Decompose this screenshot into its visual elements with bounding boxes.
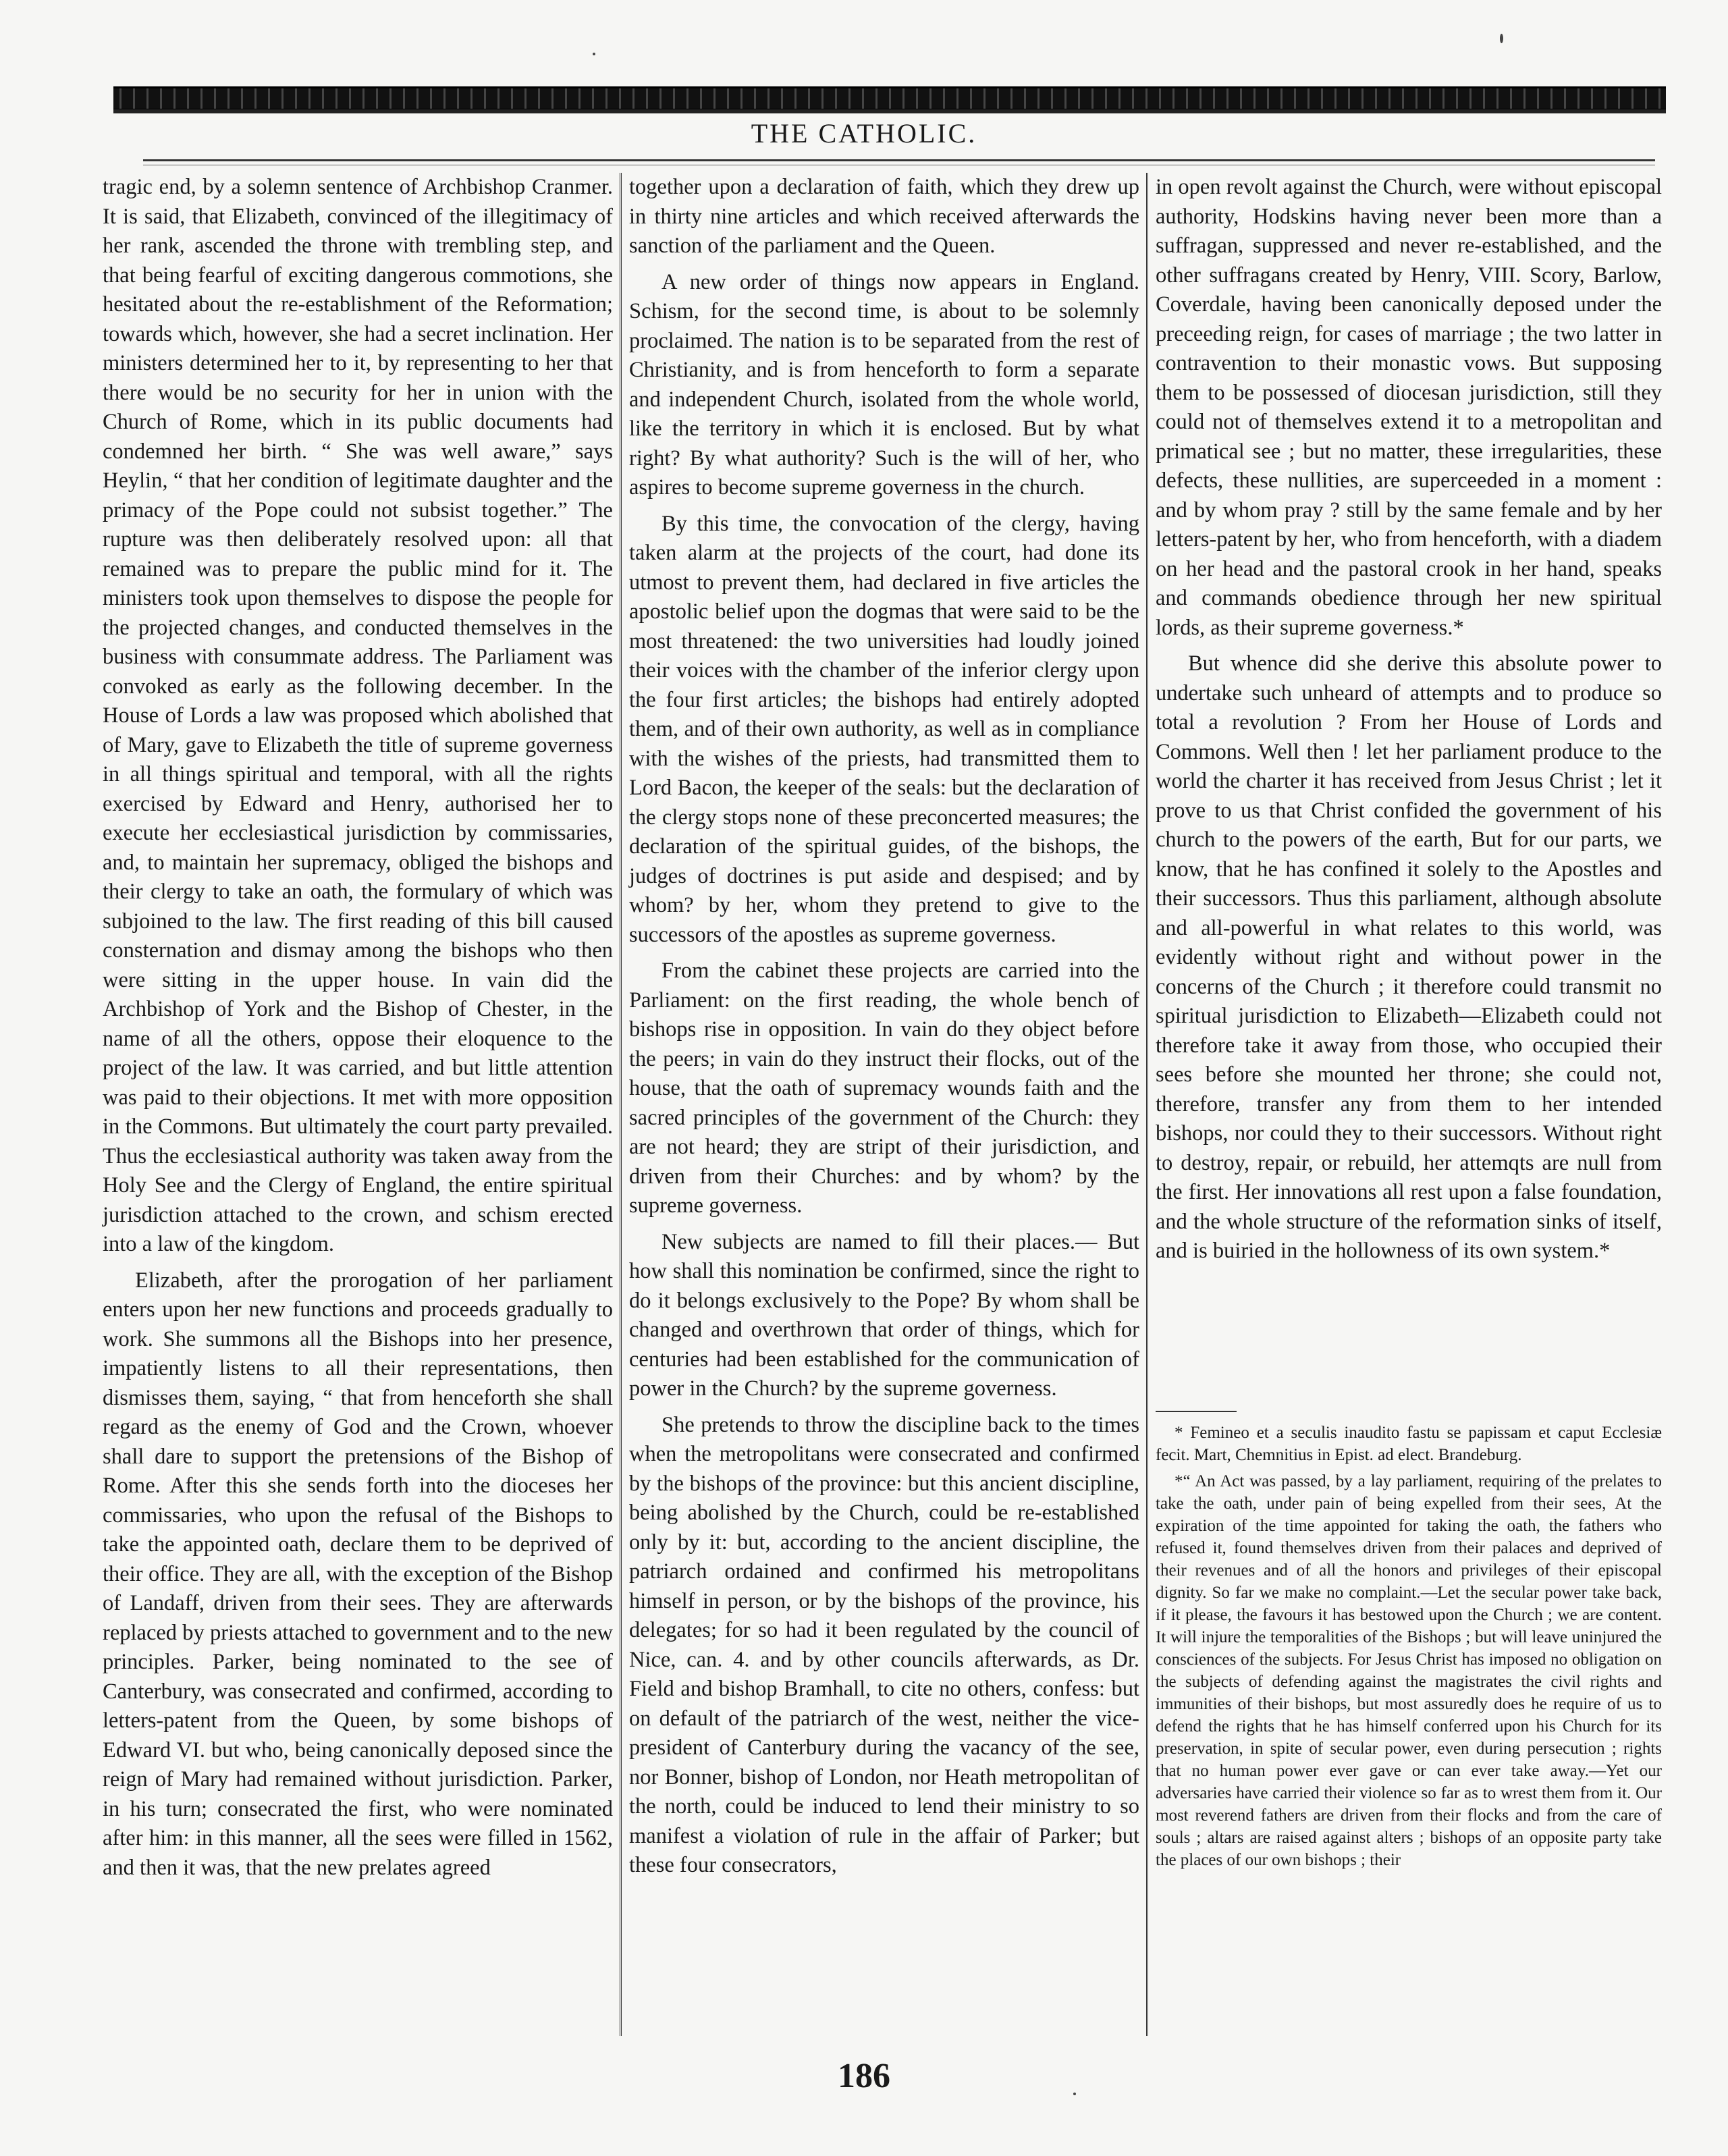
speck <box>593 53 595 55</box>
paragraph: together upon a declaration of faith, which they drew up in thirty nine articles and which received afterwards the sanction of the parliament and the Queen. <box>629 175 1139 258</box>
paragraph: She pretends to throw the discipline back to the times when the metropolitans were consecrated and confirmed by the bishops of the province: but this ancient discipline, being abolished by the Church, could be re-established only by it: but, according to the ancient discipline, the patriarch ordained and confirmed his metropolitans himself in person, or by the bishops of the province, his delegates; for so had it been regulated by the council of Nice, can. 4. and by other councils afterwards, as Dr. Field and bishop Bramhall, to cite no others, confess: but on default of the patriarch of the west, neither the vice-president of Canterbury during the vacancy of the see, nor Bonner, bishop of London, nor Heath metropolitan of the north, could be induced to lend their ministry to so manifest a violation of rule in the affair of Parker; but these four consecrators, <box>629 1412 1139 1877</box>
speck <box>1500 34 1503 43</box>
header-rule <box>143 159 1655 161</box>
running-title: THE CATHOLIC. <box>751 118 977 149</box>
column-divider <box>1146 173 1148 2036</box>
paragraph: Elizabeth, after the prorogation of her parliament enters upon her new functions and proceeds gradually to work. She summons all the Bishops into her presence, impatiently listens to all their representations, then dismisses them, saying, “ that from henceforth she shall regard as the enemy of God and the Crown, whoever shall dare to support the pretensions of the Bishop of Rome. After this she sends forth into the dioceses her commissaries, who upon the refusal of the Bishops to take the appointed oath, declare them to be deprived of their office. They are all, with the exception of the Bishop of Landaff, driven from their sees. They are afterwards replaced by priests attached to government and to the new principles. Parker, being nominated to the see of Canterbury, was consecrated and confirmed, according to letters-patent from the Queen, by some bishops of Edward VI. but who, being canonically deposed since the reign of Mary had remained without jurisdiction. Parker, in his turn; consecrated the first, who were nominated after him: in this manner, all the sees were filled in 1562, and then it was, that the new prelates agreed <box>103 1268 613 1880</box>
column-right <box>1156 173 1662 1273</box>
footnote: *“ An Act was passed, by a lay parliament, requiring of the prelates to take the oath, under pain of being expelled from their sees, At the expiration of the time appointed for taking the oath, the fathers who refused it, found themselves driven from their palaces and deprived of their revenues and of all the honors and privileges of their episcopal dignity. So far we make no complaint.—Let the secular power take back, if it please, the favours it has bestowed upon the Church ; we are content. It will injure the temporalities of the Bishops ; but will leave uninjured the consciences of the subjects. For Jesus Christ has imposed no obligation on the subjects of defending against the magistrates the civil rights and immunities of their bishops, but most assuredly does he require of us to defend the rights that he has himself conferred upon his Church for its preservation, in spite of secular power, even during persecution ; rights that no human power ever gave or can ever take away.—Yet our adversaries have carried their violence so far as to wrest them from it. Our most reverend fathers are driven from their flocks and from the care of souls ; altars are raised against alters ; bishops of an opposite party take the places of our own bishops ; their <box>1156 1472 1662 1869</box>
footnote-rule <box>1156 1411 1237 1412</box>
page-number: 186 <box>838 2057 890 2095</box>
paragraph: New subjects are named to fill their places.— But how shall this nomination be confirmed, since the right to do it belongs exclusively to the Pope? By whom shall be changed and overthrown that order of things, which for centuries had been established for the communication of power in the Church? by the supreme governess. <box>629 1229 1139 1401</box>
column-left <box>103 173 613 1889</box>
paragraph: From the cabinet these projects are carried into the Parliament: on the first reading, the whole bench of bishops rise in opposition. In vain do they object before the peers; in vain do they instruct their flocks, out of the house, that the oath of supremacy wounds faith and the sacred principles of the government of the Church: they are not heard; they are stript of their jurisdiction, and driven from their Churches: and by whom? by the supreme governess. <box>629 959 1139 1218</box>
paragraph: By this time, the convocation of the clergy, having taken alarm at the projects of the court, had done its utmost to prevent them, had declared in five articles the apostolic belief upon the dogmas that were said to be the most threatened: the two universities had loudly joined their voices with the chamber of the inferior clergy upon the four first articles; the bishops had entirely adopted them, and of their own authority, as well as in compliance with the wishes of the priests, had transmitted them to Lord Bacon, the keeper of the seals: but the declaration of the clergy stops none of these preconcerted measures; the declaration of the spiritual guides, of the bishops, the judges of doctrines is put aside and despised; and by whom? by her, whom they pretend to give to the successors of the apostles as supreme governess. <box>629 511 1139 947</box>
paragraph: tragic end, by a solemn sentence of Archbishop Cranmer. It is said, that Elizabeth, convinced of the illegitimacy of her rank, ascended the throne with trembling step, and that being fearful of exciting dangerous commotions, she hesitated about the re-establishment of the Reformation; towards which, however, she had a secret inclination. Her ministers determined her to it, by representing to her that there would be no security for her in union with the Church of Rome, which in its public documents had condemned her birth. “ She was well aware,” says Heylin, “ that her condition of legitimate daughter and the primacy of the Pope could not subsist together.” The rupture was then deliberately resolved upon: all that remained was to prepare the public mind for it. The ministers took upon themselves to dispose the people for the projected changes, and conducted themselves in the business with consummate address. The Parliament was convoked as early as the following december. In the House of Lords a law was proposed which abolished that of Mary, gave to Elizabeth the title of supreme governess in all things spiritual and temporal, with all the rights exercised by Edward and Henry, authorised her to execute her ecclesiastical jurisdiction by commissaries, and, to maintain her supremacy, obliged the bishops and their clergy to take an oath, the formulary of which was subjoined to the law. The first reading of this bill caused consternation and dismay among the bishops who then were sitting in the upper house. In vain did the Archbishop of York and the Bishop of Chester, in the name of all the others, oppose their eloquence to the project of the law. It was carried, and but little attention was paid to their objections. It met with more opposition in the Commons. But ultimately the court party prevailed. Thus the ecclesiastical authority was taken away from the Holy See and the Clergy of England, the entire spiritual jurisdiction attached to the crown, and schism erected into a law of the kingdom. <box>103 175 613 1256</box>
speck <box>1073 2093 1076 2095</box>
paragraph: But whence did she derive this absolute power to undertake such unheard of attempts and to produce so total a revolution ? From her House of Lords and Commons. Well then ! let her parliament produce to the world the charter it has received from Jesus Christ ; let it prove to us that Christ confided the government of his church to the powers of the earth, But for our parts, we know, that he has confined it solely to the Apostles and their successors. Thus this parliament, although absolute and all-powerful in what relates to this world, was evidently without right and without power in the concerns of the Church ; it therefore could transmit no spiritual jurisdiction to Elizabeth—Elizabeth could not therefore take it away from those, who occupied their sees before she mounted her throne; she could not, therefore, transfer any from them to her intended bishops, nor could they to their successors. Without right to destroy, repair, or rebuild, her attemqts are null from the first. Her innovations all rest upon a false foundation, and the whole structure of the reformation sinks of itself, and is buiried in the hollowness of its own system.* <box>1156 651 1662 1263</box>
footnotes <box>1156 1422 1662 1875</box>
paragraph: in open revolt against the Church, were without episcopal authority, Hodskins having never been more than a suffragan, suppressed and never re-established, and the other suffragans created by Henry, VIII. Scory, Barlow, Coverdale, having been canonically deposed under the preceeding reign, for cases of marriage ; the two latter in contravention to their monastic vows. But supposing them to be possessed of diocesan jurisdiction, still they could not of themselves extend it to a metropolitan and primatical see ; but no matter, these irregularities, these defects, these nullities, are superceeded in a moment : and by whom pray ? still by the same female and by her letters-patent by her, who from henceforth, with a diadem on her head and the pastoral crook in her hand, speaks and commands obedience through her new spiritual lords, as their supreme governess.* <box>1156 175 1663 640</box>
column-middle <box>629 173 1139 1887</box>
footnote: * Femineo et a seculis inaudito fastu se papissam et caput Ecclesiæ fecit. Mart, Chemnitius in Epist. ad elect. Brandeburg. <box>1156 1424 1662 1464</box>
decorative-top-border <box>113 86 1666 111</box>
column-divider <box>620 173 622 2036</box>
paragraph: A new order of things now appears in England. Schism, for the second time, is about to be solemnly proclaimed. The nation is to be separated from the rest of Christianity, and is from henceforth to form a separate and independent Church, isolated from the whole world, like the territory in which it is enclosed. But by what right? By what authority? Such is the will of her, who aspires to become supreme governess in the church. <box>629 269 1139 500</box>
